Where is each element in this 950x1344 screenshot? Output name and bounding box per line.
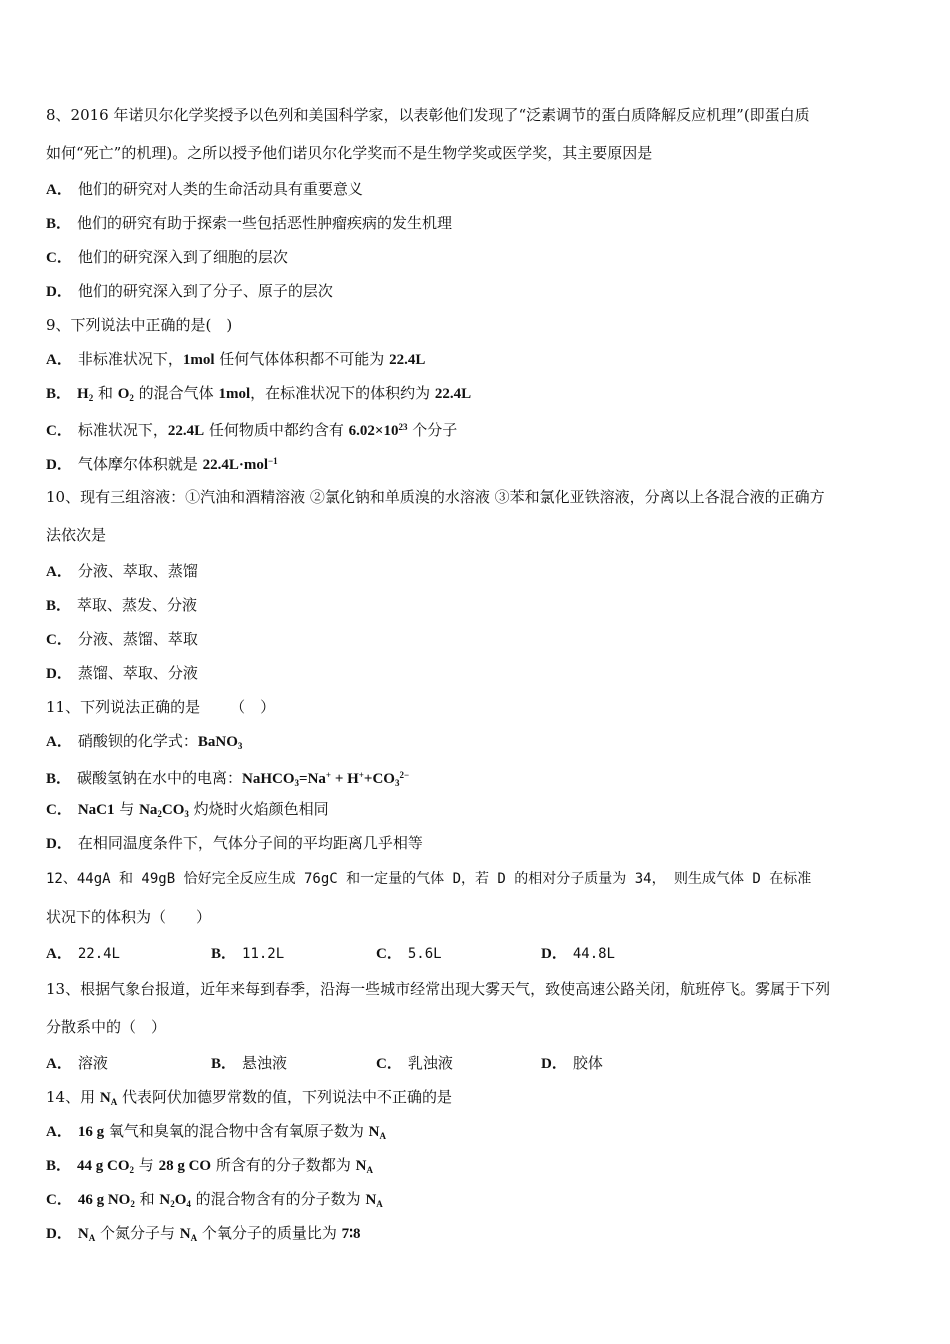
text-part: 非标准状况下， [77, 350, 183, 368]
option-text: 44.8L [572, 946, 615, 962]
text-part: 个氧分子的质量比为 [197, 1224, 342, 1242]
text-part: 气体摩尔体积就是 [77, 455, 203, 473]
value: N [159, 1192, 171, 1208]
q12-option-a [46, 936, 211, 970]
option-text: 分液、蒸馏、萃取 [77, 630, 198, 648]
option-text: 他们的研究有助于探索一些包括恶性肿瘤疾病的发生机理 [77, 214, 453, 232]
value: 16 g [77, 1124, 105, 1140]
q9-option-d [46, 444, 906, 478]
q8-option-c [46, 240, 906, 274]
text-part: 与 [114, 800, 140, 818]
q14-option-d [46, 1216, 906, 1250]
subscript: 2 [130, 1199, 135, 1209]
formula: NaC1 [77, 802, 115, 818]
q12-option-d [541, 936, 706, 970]
superscript: −1 [268, 456, 278, 466]
q10-stem-line-2: 法依次是 [46, 526, 107, 544]
option-label: C． [46, 1192, 72, 1208]
text-part: 硝酸钡的化学式： [77, 732, 198, 750]
symbol: N [179, 1226, 191, 1242]
subscript: A [190, 1233, 198, 1243]
q12-options-row [46, 936, 906, 970]
q14-option-c [46, 1182, 906, 1216]
option-label: C． [46, 423, 72, 439]
option-label: A． [46, 1124, 72, 1140]
option-text: 在相同温度条件下，气体分子间的平均距离几乎相等 [77, 834, 423, 852]
subscript: A [88, 1233, 96, 1243]
q13-stem-line-2: 分散系中的（ ） [46, 1018, 167, 1036]
q8-stem-line-1: 8、2016 年诺贝尔化学奖授予以色列和美国科学家，以表彰他们发现了“泛素调节的蛋白质降解反应机理”(即蛋白质 [46, 106, 810, 124]
option-label: D． [46, 284, 72, 300]
value: 28 g CO [158, 1158, 212, 1174]
value: 1mol [218, 386, 251, 402]
option-label: A． [46, 564, 72, 580]
superscript: + [358, 770, 364, 780]
option-text: 他们的研究深入到了分子、原子的层次 [77, 282, 333, 300]
q11-option-b [46, 758, 906, 792]
option-text: 分液、萃取、蒸馏 [77, 562, 198, 580]
q9-option-a [46, 342, 906, 376]
option-label: B． [46, 216, 72, 232]
text-part: 个分子 [407, 421, 458, 439]
option-text: 乳浊液 [407, 1054, 453, 1072]
text-part: 碳酸氢钠在水中的电离： [77, 769, 243, 787]
q13-option-c [376, 1046, 541, 1080]
q8-option-a [46, 172, 906, 206]
option-text: 5.6L [407, 946, 442, 962]
option-label: C． [46, 632, 72, 648]
option-label: D． [46, 457, 72, 473]
q8-option-b [46, 206, 906, 240]
option-label: B． [211, 1056, 237, 1072]
symbol: N [368, 1124, 380, 1140]
q10-option-a [46, 554, 906, 588]
subscript: 4 [186, 1199, 191, 1209]
value: 22.4L [167, 423, 205, 439]
option-label: B． [46, 771, 72, 787]
formula: + H [331, 771, 359, 787]
q10-option-c [46, 622, 906, 656]
text-part: ，在标准状况下的体积约为 [250, 384, 435, 402]
q12-stem-line-1: 12、44gA 和 49gB 恰好完全反应生成 76gC 和一定量的气体 D，若 D 的相对分子质量为 34， 则生成气体 D 在标准 [46, 871, 812, 887]
formula: =Na [299, 771, 326, 787]
value: 22.4L [389, 352, 426, 368]
option-label: A． [46, 182, 72, 198]
text-part: 标准状况下， [77, 421, 168, 439]
q14-option-a [46, 1114, 906, 1148]
superscript: + [325, 770, 332, 780]
q11-option-c [46, 792, 906, 826]
formula: NaHCO [242, 771, 295, 787]
symbol: N [77, 1226, 89, 1242]
q13-option-a [46, 1046, 211, 1080]
symbol: N [355, 1158, 367, 1174]
subscript: 2 [129, 393, 134, 403]
q13-option-b [211, 1046, 376, 1080]
text-part: 灼烧时火焰颜色相同 [188, 800, 329, 818]
text-part: 代表阿伏加德罗常数的值，下列说法中不正确的是 [117, 1088, 452, 1106]
superscript: 23 [398, 422, 408, 432]
option-label: D． [46, 666, 72, 682]
option-text: 22.4L [77, 946, 120, 962]
q12-stem-line-2: 状况下的体积为（ ） [46, 908, 212, 926]
q14-stem [46, 1080, 906, 1114]
value: 6.02×10 [348, 423, 399, 439]
exam-page [46, 96, 906, 1250]
option-text: 蒸馏、萃取、分液 [77, 664, 198, 682]
option-label: D． [46, 836, 72, 852]
q14-option-b [46, 1148, 906, 1182]
symbol: N [99, 1090, 111, 1106]
subscript: A [376, 1199, 383, 1209]
option-label: A． [46, 352, 72, 368]
option-text: 萃取、蒸发、分液 [77, 596, 198, 614]
option-text: 他们的研究对人类的生命活动具有重要意义 [77, 180, 363, 198]
q11-option-a [46, 724, 906, 758]
subscript: 3 [394, 778, 400, 788]
formula: BaNO [197, 734, 238, 750]
q10-option-b [46, 588, 906, 622]
option-label: B． [211, 946, 237, 962]
text-part: 与 [134, 1156, 159, 1174]
subscript: A [379, 1131, 386, 1141]
q12-option-c [376, 936, 541, 970]
option-label: D． [541, 1056, 567, 1072]
subscript: 2 [157, 809, 162, 819]
value: 22.4L [434, 386, 472, 402]
value: 44 g CO [77, 1158, 130, 1174]
subscript: 3 [237, 741, 243, 751]
q10-stem-line-1: 10、现有三组溶液：①汽油和酒精溶液 ②氯化钠和单质溴的水溶液 ③苯和氯化亚铁溶液，分离以上各混合液的正确方 [46, 488, 825, 506]
answer-blank: （ ） [230, 698, 276, 716]
value: O [174, 1192, 187, 1208]
q12-option-b [211, 936, 376, 970]
option-label: A． [46, 946, 72, 962]
q10-option-d [46, 656, 906, 690]
subscript: 3 [294, 778, 300, 788]
option-text: 11.2L [242, 946, 285, 962]
text-part: 个氮分子与 [95, 1224, 180, 1242]
formula: CO [161, 802, 185, 818]
value: 46 g NO [77, 1192, 131, 1208]
q11-stem [46, 690, 906, 724]
text-part: 氧气和臭氧的混合物中含有氧原子数为 [104, 1122, 369, 1140]
option-label: D． [541, 946, 567, 962]
q13-stem-line-1: 13、根据气象台报道，近年来每到春季，沿海一些城市经常出现大雾天气，致使高速公路关闭，航班停飞。雾属于下列 [46, 980, 831, 998]
q9-option-c [46, 410, 906, 444]
text-part: 任何气体体积都不可能为 [214, 350, 390, 368]
subscript: 3 [184, 809, 189, 819]
subscript: 2 [170, 1199, 175, 1209]
subscript: A [366, 1165, 373, 1175]
q8-option-d [46, 274, 906, 308]
text-part: 任何物质中都约含有 [204, 421, 349, 439]
formula: H [77, 386, 89, 402]
value: 7∶8 [341, 1226, 361, 1242]
text-part: 的混合物含有的分子数为 [190, 1190, 366, 1208]
q9-option-b [46, 376, 906, 410]
option-label: A． [46, 734, 72, 750]
option-label: B． [46, 386, 72, 402]
symbol: N [365, 1192, 377, 1208]
value: 22.4L·mol [202, 457, 269, 473]
subscript: A [110, 1097, 118, 1107]
option-label: C． [376, 946, 402, 962]
option-text: 悬浊液 [242, 1054, 288, 1072]
q11-option-d [46, 826, 906, 860]
text-part: 所含有的分子数都为 [211, 1156, 356, 1174]
formula: +CO [363, 771, 395, 787]
q13-option-d [541, 1046, 706, 1080]
text-part: 的混合气体 [133, 384, 219, 402]
formula: O [117, 386, 130, 402]
q13-options-row [46, 1046, 906, 1080]
option-text: 他们的研究深入到了细胞的层次 [77, 248, 288, 266]
text-part: 和 [134, 1190, 160, 1208]
text-part: 和 [93, 384, 118, 402]
value: 1mol [182, 352, 215, 368]
option-label: C． [46, 250, 72, 266]
subscript: 2 [88, 393, 94, 403]
text-part: 14、用 [46, 1088, 100, 1106]
option-text: 胶体 [572, 1054, 603, 1072]
option-label: D． [46, 1226, 72, 1242]
option-label: A． [46, 1056, 72, 1072]
option-label: B． [46, 1158, 72, 1174]
q9-stem: 9、下列说法中正确的是( ) [46, 316, 233, 334]
option-label: C． [46, 802, 72, 818]
stem-text: 11、下列说法正确的是 [46, 698, 201, 716]
option-label: C． [376, 1056, 402, 1072]
formula: Na [139, 802, 158, 818]
subscript: 2 [129, 1165, 135, 1175]
superscript: 2− [399, 770, 410, 780]
option-text: 溶液 [77, 1054, 108, 1072]
option-label: B． [46, 598, 72, 614]
q8-stem-line-2: 如何“死亡”的机理)。之所以授予他们诺贝尔化学奖而不是生物学奖或医学奖，其主要原因是 [46, 144, 653, 162]
